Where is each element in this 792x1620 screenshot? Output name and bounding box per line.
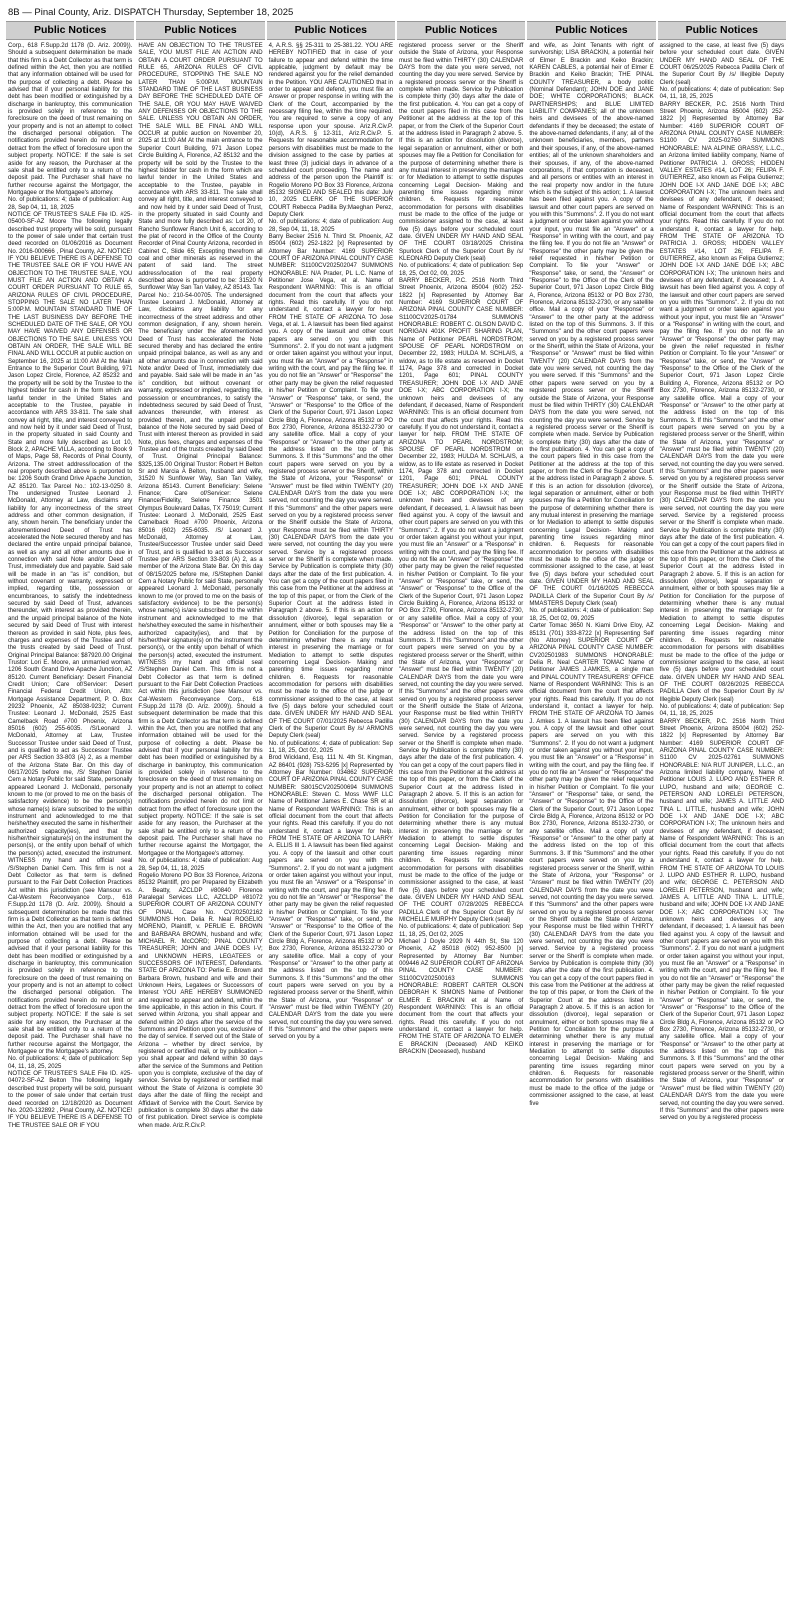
publication-line: No. of publications: 4; date of publication: Aug 28, Sep 04, 11, 18, 2025 [268, 219, 393, 233]
notice-paragraph: Barry Becker 2516 N. Third St. Phoenix, AZ 85004 (602) 252-1822 [x] Represented by Attorney Bar Number: 4169 SUPERIOR COURT OF ARIZONA PINAL COUNTY CASE NUMBER: S1100CV202502047 SUMMONS HONORABLE: N/A Prader, PL L.C. Name of Petitioner Jose Vega, et al. Name of Respondent WARNING: This is an official document from the court that affects your rights. Read this carefully. If you do not understand it, contact a lawyer for help. FROM THE STATE OF ARIZONA TO Jose Vega, et al. 1. A lawsuit has been filed against you. A copy of the lawsuit and other court papers are served on you with this "Summons". 2. If you do not want a judgment or order taken against you without your input, you must file an "Answer" or a "Response" in writing with the court, and pay the filing fee. If you do not file an "Answer" or "Response" the other party may be given the relief requested in his/her Petition or Complaint. To file your "Answer" or "Response" take, or send, the "Answer" or "Response" to the Office of the Clerk of the Superior Court, 971 Jason Lopez Circle Bldg A, Florence, Arizona 85132 or PO Box 2730, Florence, Arizona 85132-2730 or any satellite office. Mail a copy of your "Response" or "Answer" to the other party at the address listed on the top of this Summons. 3. If this "Summons" and the other court papers were served on you by a registered process server or the Sheriff, within the State of Arizona, your "Response" or "Answer" must be filed within TWENTY (20) CALENDAR DAYS from the date you were served, not counting the day you were served. If this "Summons" and the other papers were served on you by a registered process server or the Sheriff outside the State of Arizona, your Response must be filed within THIRTY (30) CALENDAR DAYS from the date you were served, not counting the day you were served. Service by a registered process server or the Sheriff is complete when made. Service by Publication is complete thirty (30) days after the date of the first publication. 4. You can get a copy of the court papers filed in this case from the Petitioner at the address at the top of this paper, or from the Clerk of the Superior Court at the address listed in Paragraph 2 above. 5. If this is an action for dissolution (divorce), legal separation or annulment, either or both spouses may file a Petition for Conciliation for the purpose of determining whether there is any mutual interest in preserving the marriage or for Mediation to attempt to settle disputes concerning Legal Decision- Making and parenting time issues regarding minor children. 6. Requests for reasonable accommodation for persons with disabilities must be made to the office of the judge or commissioner assigned to the case, at least five (5) days before your scheduled court date. GIVEN UNDER MY HAND AND SEAL OF THE COURT 07/01/2025 Rebecca Padilla Clerk of the Superior Court By /s/ ARMONS Deputy Clerk (seal) [268, 233, 393, 740]
publication-line: No. of publications: 4; date of publication: Sep 11, 18, 25, Oct 02, 2025 [398, 924, 524, 938]
notice-paragraph: Michael J Doyle 2929 N 44th St, Ste 120 Phoenix, AZ 85018 (602) 952-8500 [x] Represented by Attorney Bar Number: 009446 AZ SUPERIOR COURT OF ARIZONA PINAL COUNTY CASE NUMBER: S1100CV202500163 SUMMONS HONORABLE: ROBERT CARTER OLSON DEBORAH K SIMONS Name of Petitioner ELMER E BRACKIN et al Name of Respondent WARNING: This is an official document from the court that affects your rights. Read this carefully. If you do not understand it, contact a lawyer for help. FROM THE STATE OF ARIZONA TO ELMER E BRACKIN (Deceased) AND KEIKO BRACKIN (Deceased), husband [398, 938, 524, 1056]
notice-column-3 [267, 21, 395, 1615]
column-header: Public Notices [6, 21, 134, 40]
notice-column-4 [397, 21, 525, 1615]
column-header: Public Notices [397, 21, 525, 40]
notice-column-6 [658, 21, 786, 1615]
publication-line: No. of publications: 4; date of publication: Sep 18, 25, Oct 02, 09, 2025 [398, 263, 524, 277]
column-header: Public Notices [136, 21, 264, 40]
notice-paragraph: BARRY BECKER, P.C. 2516 North Third Street Phoenix, Arizona 85004 (602) 252-1822 [x] Represented by Attorney Bar Number: 4169 SUPERIOR COURT OF ARIZONA PINAL COUNTY CASE NUMBER: S1100CV2025-01784 SUMMONS HONORABLE: ROBERT C. OLSON DAVID C. NORIGAN 401K PROFIT SHARING PLAN, Name of Petitioner PEARL NORDSTROM; SPOUSE OF PEARL NORDSTROM on December 22, 1983; HULDA M. SCHLAIS, a widow, as to life estate as reserved in Docket 1174, Page 378 and corrected in Docket 1201, Page 601; PINAL COUNTY TREASURER; JOHN DOE I-X AND JANE DOE I-X; ABC CORPORATION I-X; the unknown heirs and devisees of any defendant, if deceased, Name of Respondent WARNING: This is an official document from the court that affects your rights. Read this carefully. If you do not understand it, contact a lawyer for help. FROM THE STATE OF ARIZONA TO PEARL NORDSTROM; SPOUSE OF PEARL NORDSTROM on December 22, 1983; HULDA M. SCHLAIS, a widow, as to life estate as reserved in Docket 1174, Page 378 and corrected in Docket 1201, Page 601; PINAL COUNTY TREASURER; JOHN DOE I-X AND JANE DOE I-X; ABC CORPORATION I-X; the unknown heirs and devisees of any defendant, if deceased, 1. A lawsuit has been filed against you. A copy of the lawsuit and other court papers are served on you with this "Summons". 2. If you do not want a judgment or order taken against you without your input, you must file an "Answer" or a "Response" in writing with the court, and pay the filing fee. If you do not file an "Answer" or "Response" the other party may be given the relief requested in his/her Petition or Complaint. To file your "Answer" or "Response" take, or send, the "Answer" or "Response" to the Office of the Clerk of the Superior Court, 971 Jason Lopez Circle Building A, Florence, Arizona 85132 or PO Box 2730, Florence, Arizona 85132-2730, or any satellite office. Mail a copy of your "Response" or "Answer" to the other party at the address listed on the top of this Summons. 3. If this "Summons" and the other court papers were served on you by a registered process server or the Sheriff, within the State of Arizona, your "Response" or "Answer" must be filed within TWENTY (20) CALENDAR DAYS from the date you were served, not counting the day you were served. If this "Summons" and the other papers were served on you by a registered process server or the Sheriff outside the State of Arizona, your Response must be filed within THIRTY (30) CALENDAR DAYS from the date you were served, not counting the day you were served. Service by a registered process server or the Sheriff is complete when made. Service by Publication is complete thirty (30) days after the date of the first publication. 4. You can get a copy of the court papers filed in this case from the Petitioner at the address at the top of this paper, or from the Clerk of the Superior Court at the address listed in Paragraph 2 above. 5. If this is an action for dissolution (divorce), legal separation or annulment, either or both spouses may file a Petition for Conciliation for the purpose of determining whether there is any mutual interest in preserving the marriage or for Mediation to attempt to settle disputes concerning Legal Decision- Making and parenting time issues regarding minor children. 6. Requests for reasonable accommodation for persons with disabilities must be made to the office of the judge or commissioner assigned to the case, at least five (5) days before your scheduled court date. GIVEN UNDER MY HAND AND SEAL OF THE COURT 07/28/2025 REBECCA PADILLA Clerk of the Superior Court By /s/ MICHELLE MURPHY Deputy Clerk (seal) [398, 278, 524, 923]
notice-columns [6, 21, 786, 1615]
column-header: Public Notices [658, 21, 786, 40]
column-body [527, 40, 655, 1615]
notice-paragraph: Corp., 618 F.Supp.2d 1178 (D. Ariz. 2009)). Should a subsequent determination be made that this firm is a Debt Collector as that term is defined within the Act, then you are notified that any information obtained will be used for the purpose of collecting a debt. Please be advised that if your personal liability for this debt has been modified or extinguished by a discharge in bankruptcy, this communication is provided solely in reference to the foreclosure on the deed of trust remaining on your property and is not an attempt to collect the discharged personal obligation. The notifications provided herein do not limit or detract from the effect of foreclosure upon the subject property. NOTICE: If the sale is set aside for any reason, the Purchaser at the sale shall be entitled only to a return of the deposit paid. The Purchaser shall have no further recourse against the Mortgagor, the Mortgagee or the Mortgagee's attorney. [8, 43, 133, 196]
publication-line: No. of publications: 4; date of publication: Aug 28, Sep 04, 11, 18, 2025 [138, 858, 263, 872]
column-body [658, 40, 786, 1615]
column-body [136, 40, 264, 1615]
column-header: Public Notices [267, 21, 395, 40]
notice-column-2 [136, 21, 264, 1615]
publication-line: No. of publications: 4; date of publication: Sep 11, 18, 25, Oct 02, 2025 [268, 740, 393, 754]
notice-paragraph: NOTICE OF TRUSTEE'S SALE File ID. #25-05400-SF-AZ Moore The following legally described trust property will be sold, pursuant to the power of sale under that certain trust deed recorded on 01/06/2016 as Document No. 2016-000666 , Pinal County, AZ. NOTICE! IF YOU BELIEVE THERE IS A DEFENSE TO THE TRUSTEE SALE OR IF YOU HAVE AN OBJECTION TO THE TRUSTEE SALE, YOU MUST FILE AN ACTION AND OBTAIN A COURT ORDER PURSUANT TO RULE 65, ARIZONA RULES OF CIVIL PROCEDURE, STOPPING THE SALE NO LATER THAN 5:00P.M. MOUNTAIN STANDARD TIME OF THE LAST BUSINESS DAY BEFORE THE SCHEDULED DATE OF THE SALE, OR YOU MAY HAVE WAIVED ANY DEFENSES OR OBJECTIONS TO THE SALE. UNLESS YOU OBTAIN AN ORDER, THE SALE WILL BE FINAL AND WILL OCCUR at public auction on September 16, 2025 at 11:00 AM At the Main Entrance to the Superior Court Building, 971 Jason Lopez Circle, Florence, AZ 85232 and the property will be sold by the Trustee to the highest bidder for cash in the form which are lawful tender in the United States and acceptable to the Trustee, payable in accordance with ARS 33-811. The sale shall convey all right, title, and interest conveyed to and now held by it under said Deed of Trust, in the property situated in said County and State and more fully described as Lot 10, Block 2, APACHE VILLA, according to Book 9 of Maps, Page 58, Records of Pinal County, Arizona. The street address/location of the real property described above is purported to be: 1206 South Grand Drive Apache Junction, AZ 85120. Tax Parcel No.: 102-13-0250 8. The undersigned Trustee Leonard J. McDonald, Attorney at Law, disclaims any liability for any incorrectness of the street address and other common designation, if any, shown herein. The beneficiary under the aforementioned Deed of Trust has accelerated the Note secured thereby and has declared the entire unpaid principal balance, as well as any and all other amounts due in connection with said Note and/or Deed of Trust, immediately due and payable. Said sale will be made in an "as is" condition, but without covenant or warranty, expressed or implied, regarding title, possession or encumbrances, to satisfy the indebtedness secured by said Deed of Trust, advances thereunder, with interest as provided therein, and the unpaid principal balance of the Note secured by said Deed of Trust with interest thereon as provided in said Note, plus fees, charges and expenses of the Trustee and of the trusts created by said Deed of Trust. Original Principal Balance: $87920.00 Original Trustor: Lori E. Moore, an unmarried woman, 1206 South Grand Drive Apache Junction, AZ 85120. Current Beneficiary: Desert Financial Credit Union; Care of/Servicer: Desert Financial Federal Credit Union, Attn: Mortgage Assistance Department, P. O. Box 29232 Phoenix, AZ 85038-9232; Current Trustee: Leonard J. McDonald, 2525 East Camelback Road #700 Phoenix, Arizona 85016 (602) 255-6035. /S/Leonard J. McDonald, Attorney at Law, Trustee Successor Trustee under said Deed of Trust, and is qualified to act as Successor Trustee per ARS Section 33-803 (A) 2, as a member of the Arizona State Bar. On this day of 06/17/2025 before me, /S/ Stephen Daniel Cem a Notary Public for said State, personally appeared Leonard J. McDonald, personally known to me (or proved to me on the basis of satisfactory evidence) to be the person(s) whose name(s) is/are subscribed to the within instrument and acknowledged to me that he/she/they executed the same in his/her/their authorized capacity(ies), and that by his/her/their signature(s) on the instrument the person(s), or the entity upon behalf of which the person(s) acted, executed the instrument. WITNESS my hand and official seal /S/Stephen Daniel Cem. This firm is not a Debt Collector as that term is defined pursuant to the Fair Debt Collection Practices Act within this jurisdiction (see Mansour vs. Cal-Western Reconveyance Corp., 618 F.Supp.2d 1178 (D. Ariz. 2009)). Should a subsequent determination be made that this firm is a Debt Collector as that term is defined within the Act, then you are notified that any information obtained will be used for the purpose of collecting a debt. Please be advised that if your personal liability for this debt has been modified or extinguished by a discharge in bankruptcy, this communication is provided solely in reference to the foreclosure on the deed of trust remaining on your property and is not an attempt to collect the discharged personal obligation. The notifications provided herein do not limit or detract from the effect of foreclosure upon the subject property. NOTICE: If the sale is set aside for any reason, the Purchaser at the sale shall be entitled only to a return of the deposit paid. The Purchaser shall have no further recourse against the Mortgagor, the Mortgagee or the Mortgagee's attorney. [8, 211, 133, 1056]
publication-line: No. of publications: 4; date of publication: Aug 28, Sep 04, 11, 18, 2025 [8, 197, 133, 211]
notice-paragraph: Brod Wickland, Esq. 111 N. 4th St. Kingman, AZ 86401 (928) 753-5295 [x] Represented by Attorney Bar Number: 034862 SUPERIOR COURT OF ARIZONA PINAL COUNTY CASE NUMBER: S8015CV202500694 SUMMONS HONORABLE: Steven C. Moss WWF LLC Name of Petitioner James E. Chase SR et al Name of Respondent WARNING: This is an official document from the court that affects your rights. Read this carefully. If you do not understand it, contact a lawyer for help. FROM THE STATE OF ARIZONA TO LARRY A. ELLIS III 1. A lawsuit has been filed against you. A copy of the lawsuit and other court papers are served on you with this "Summons". 2. If you do not want a judgment or order taken against you without your input, you must file an "Answer" or a "Response" in writing with the court, and pay the filing fee. If you do not file an "Answer" or "Response" the other party may be given the relief requested in his/her Petition or Complaint. To file your "Answer" or "Response" take, or send, the "Answer" or "Response" to the Office of the Clerk of the Superior Court, 971 Jason Lopez Circle Bldg A, Florence, Arizona 85132 or PO Box 2730, Florence, Arizona 85132-2730 or any satellite office. Mail a copy of your "Response" or "Answer" to the other party at the address listed on the top of this Summons. 3. If this "Summons" and the other court papers were served on you by a registered process server or the Sheriff, within the State of Arizona, your "Response" or "Answer" must be filed within TWENTY (20) CALENDAR DAYS from the date you were served, not counting the day you were served. If this "Summons" and the other papers were served on you by a [268, 755, 393, 1041]
column-body [267, 40, 395, 1615]
column-header: Public Notices [527, 21, 655, 40]
notice-paragraph: Carter Tomac 3650 N. Kiami Drive Eloy, AZ 85131 (701) 333-8722 [x] Representing Self (No Attorney) SUPERIOR COURT OF ARIZONA PINAL COUNTY CASE NUMBER: CV202501983 SUMMONS HONORABLE: Delia R. Neal CARTER TOMAC Name of Petitioner JAMES J.AMKES, a single man and PINAL COUNTY TREASURERS' OFFICE Name of Respondent WARNING: This is an official document from the court that affects your rights. Read this carefully. If you do not understand it, contact a lawyer for help. FROM THE STATE OF ARIZONA TO James J. Amkes 1. A lawsuit has been filed against you. A copy of the lawsuit and other court papers are served on you with this "Summons". 2. If you do not want a judgment or order taken against you without your input, you must file an "Answer" or a "Response" in writing with the court, and pay the filing fee. If you do not file an "Answer" or "Response" the other party may be given the relief requested in his/her Petition or Complaint. To file your "Answer" or "Response" take, or send, the "Answer" or "Response" to the Office of the Clerk of the Superior Court, 971 Jason Lopez Circle Bldg A, Florence, Arizona 85132 or PO Box 2730, Florence, Arizona 85132-2730, or any satellite office. Mail a copy of your "Response" or "Answer" to the other party at the address listed on the top of this Summons. 3. If this "Summons" and the other court papers were served on you by a registered process server or the Sheriff, within the State of Arizona, your "Response" or "Answer" must be filed within TWENTY (20) CALENDAR DAYS from the date you were served, not counting the day you were served. If this "Summons" and the other papers were served on you by a registered process server or the Sheriff outside the State of Arizona, your Response must be filed within THIRTY (30) CALENDAR DAYS from the date you were served, not counting the day you were served. Service by a registered process server or the Sheriff is complete when made. Service by Publication is complete thirty (30) days after the date of the first publication. 4. You can get a copy of the court papers filed in this case from the Petitioner at the address at the top of this paper, or from the Clerk of the Superior Court at the address listed in Paragraph 2 above. 5. If this is an action for dissolution (divorce), legal separation or annulment, either or both spouses may file a Petition for Conciliation for the purpose of determining whether there is any mutual interest in preserving the marriage or for Mediation to attempt to settle disputes concerning Legal Decision- Making and parenting time issues regarding minor children. 6. Requests for reasonable accommodation for persons with disabilities must be made to the office of the judge or commissioner assigned to the case, at least five [529, 623, 654, 1107]
notice-paragraph: assigned to the case, at least five (5) days before your scheduled court date. GIVEN UNDER MY HAND AND SEAL OF THE COURT 06/25/2025 Rebecca Padilla Clerk of the Superior Court By /s/ Illegible Deputy Clerk (seal) [659, 43, 784, 86]
notice-column-5 [527, 21, 655, 1615]
column-body [397, 40, 525, 1615]
publication-line: No. of publications: 4; date of publication: Sep 04, 11, 18, 25, 2025 [659, 87, 784, 101]
publication-line: No. of publications: 4; date of publication: Sep 04, 11, 18, 25, 2025 [659, 703, 784, 718]
notice-paragraph: Rogelio Moreno PO Box 33 Florence, Arizona 85132 Plaintiff, pro per Prepared by Elizabeth A. Beatty, AZCLDP #80840 Florence Paralegal Services LLC, AZCLDP #81072 SUPERIOR COURT OF ARIZONA COUNTY OF PINAL Case No. CV202502162 SUMMONS Hon. Delia R. Neal ROGELIO MORENO, Plaintiff, v. PERLIE E. BROWN and BARBARA BROWN, husband and wife; MICHAEL R. McCORD; PINAL COUNTY TREASURER; JOHN and JANE DOES I-V; and UNKNOWN HEIRS, LEGATEES or SUCCESSORS OF INTEREST, Defendants. STATE OF ARIZONA TO: Perlie E. Brown and Barbara Brown, husband and wife and their Unknown Heirs, Legatees or Successors of Interest YOU ARE HEREBY SUMMONED and required to appear and defend, within the time applicable, in this action in this Court. If served within Arizona, you shall appear and defend within 20 days after the service of the Summons and Petition upon you, exclusive of the day of service. If served out of the State of Arizona – whether by direct service, by registered or certified mail, or by publication – you shall appear and defend within 30 days after the service of the Summons and Petition upon you is complete, exclusive of the day of service. Service by registered or certified mail without the State of Arizona is complete 30 days after the date of filing the receipt and Affidavit of Service with the Court. Service by publication is complete 30 days after the date of first publication. Direct service is complete when made. Ariz.R.Civ.P. [138, 872, 263, 1129]
notice-paragraph: BARRY BECKER, P.C. 2516 North Third Street Phoenix, Arizona 85004 (602) 252-1822 [x] Represented by Attorney Bar Number: 4169 SUPERIOR COURT OF ARIZONA PINAL COUNTY CASE NUMBER: S1100 CV 2025-02761 SUMMONS HONORABLE: N/A RUT JUNIPER, L.L.C., an Arizona limited liability company, Name of Petitioner LOUIS J. LUPO AND ESTHER R. LUPO, husband and wife; GEORGE C. PETERSON AND LORELEI PETERSON, husband and wife; JAMES A. LITTLE AND TINA L. LITTLE, husband and wife; JOHN DOE I-X AND JANE DOE I-X; ABC CORPORATION I-X; The unknown heirs and devisees of any defendant, if deceased; Name of Respondent WARNING: This is an official document from the court that affects your rights. Read this carefully. If you do not understand it, contact a lawyer for help. FROM THE STATE OF ARIZONA TO LOUIS J. LUPO AND ESTHER R. LUPO, husband and wife; GEORGE C. PETERSON AND LORELEI PETERSON, husband and wife; JAMES A. LITTLE AND TINA L. LITTLE, husband and wife; JOHN DOE I-X AND JANE DOE I-X; ABC CORPORATION I-X; The unknown heirs and devisees of any defendant, if deceased; 1. A lawsuit has been filed against you. A copy of the lawsuit and other court papers are served on you with this "Summons". 2. If you do not want a judgment or order taken against you without your input, you must file an "Answer" or a "Response" in writing with the court, and pay the filing fee. If you do not file an "Answer" or "Response" the other party may be given the relief requested in his/her Petition or Complaint. To file your "Answer" or "Response" take, or send, the "Answer" or "Response" to the Office of the Clerk of the Superior Court, 971 Jason Lopez Circle Bldg A, Florence, Arizona 85132 or PO Box 2730, Florence, Arizona 85132-2730, or any satellite office. Mail a copy of your "Response" or "Answer" to the other party at the address listed on the top of this Summons. 3. If this "Summons" and the other court papers were served on you by a registered process server or the Sheriff, within the State of Arizona, your "Response" or "Answer" must be filed within TWENTY (20) CALENDAR DAYS from the date you were served, not counting the day you were served. If this "Summons" and the other papers were served on you by a registered process [659, 718, 784, 1122]
notice-paragraph: BARRY BECKER, P.C. 2516 North Third Street Phoenix, Arizona 85004 (602) 252-1822 [x] Represented by Attorney Bar Number: 4169 SUPERIOR COURT OF ARIZONA PINAL COUNTY CASE NUMBER: S1100 CV 2025-02760 SUMMONS HONORABLE: N/A ALPINE GRASSY, L.L.C., an Arizona limited liability company, Name of Petitioner PATRICIA J. GROSS; HIDDEN VALLEY ESTATES #14, LOT 26; FELIPA F. GUTIERREZ, also known as Felipa Gutierrez; JOHN DOE I-X AND JANE DOE I-X; ABC CORPORATION I-X; The unknown heirs and devisees of any defendant, if deceased; Name of Respondent WARNING: This is an official document from the court that affects your rights. Read this carefully. If you do not understand it, contact a lawyer for help. FROM THE STATE OF ARIZONA TO PATRICIA J. GROSS; HIDDEN VALLEY ESTATES #14, LOT 26; FELIPA F. GUTIERREZ, also known as Felipa Gutierrez; JOHN DOE I-X AND JANE DOE I-X; ABC CORPORATION I-X; The unknown heirs and devisees of any defendant, if deceased; 1. A lawsuit has been filed against you. A copy of the lawsuit and other court papers are served on you with this "Summons". 2. If you do not want a judgment or order taken against you without your input, you must file an "Answer" or a "Response" in writing with the court, and pay the filing fee. If you do not file an "Answer" or "Response" the other party may be given the relief requested in his/her Petition or Complaint. To file your "Answer" or "Response" take, or send, the "Answer" or "Response" to the Office of the Clerk of the Superior Court, 971 Jason Lopez Circle Building A, Florence, Arizona 85132 or PO Box 2730, Florence, Arizona 85132-2730, or any satellite office. Mail a copy of your "Response" or "Answer" to the other party at the address listed on the top of this Summons. 3. If this "Summons" and the other court papers were served on you by a registered process server or the Sheriff, within the State of Arizona, your "Response" or "Answer" must be filed within TWENTY (20) CALENDAR DAYS from the date you were served, not counting the day you were served. If this "Summons" and the other papers were served on you by a registered process server or the Sheriff outside the State of Arizona, your Response must be filed within THIRTY (30) CALENDAR DAYS from the date you were served, not counting the day you were served. Service by a registered process server or the Sheriff is complete when made. Service by Publication is complete thirty (30) days after the date of the first publication. 4. You can get a copy of the court papers filed in this case from the Petitioner at the address at the top of this paper, or from the Clerk of the Superior Court at the address listed in Paragraph 2 above. 5. If this is an action for dissolution (divorce), legal separation or annulment, either or both spouses may file a Petition for Conciliation for the purpose of determining whether there is any mutual interest in preserving the marriage or for Mediation to attempt to settle disputes concerning Legal Decision- Making and parenting time issues regarding minor children. 6. Requests for reasonable accommodation for persons with disabilities must be made to the office of the judge or commissioner assigned to the case, at least five (5) days before your scheduled court date. GIVEN UNDER MY HAND AND SEAL OF THE COURT 08/26/2025 REBECCA PADILLA Clerk of the Superior Court By /s/ Illegible Deputy Clerk (seal) [659, 101, 784, 703]
notice-paragraph: NOTICE OF TRUSTEE'S SALE File ID. #25-04072-SF-AZ Belton The following legally described trust property will be sold, pursuant to the power of sale under that certain trust deed recorded on 12/18/2020 as Document No. 2020-132892 , Pinal County, AZ. NOTICE! IF YOU BELIEVE THERE IS A DEFENSE TO THE TRUSTEE SALE OR IF YOU [8, 1071, 133, 1129]
page-masthead: 8B — Pinal County, Ariz. DISPATCH Thursday, September 18, 2025 [8, 7, 294, 18]
column-body [6, 40, 134, 1615]
notice-paragraph: HAVE AN OBJECTION TO THE TRUSTEE SALE, YOU MUST FILE AN ACTION AND OBTAIN A COURT ORDER PURSUANT TO RULE 65, ARIZONA RULES OF CIVIL PROCEDURE, STOPPING THE SALE NO LATER THAN 5:00P.M. MOUNTAIN STANDARD TIME OF THE LAST BUSINESS DAY BEFORE THE SCHEDULED DATE OF THE SALE, OR YOU MAY HAVE WAIVED ANY DEFENSES OR OBJECTIONS TO THE SALE. UNLESS YOU OBTAIN AN ORDER, THE SALE WILL BE FINAL AND WILL OCCUR at public auction on November 20, 2025 at 11:00 AM At the main entrance to the Superior Court Building, 971 Jason Lopez Circle Building A, Florence, AZ 85132 and the property will be sold by the Trustee to the highest bidder for cash in the form which are lawful tender in the United States and acceptable to the Trustee, payable in accordance with ARS 33-811. The sale shall convey all right, title, and interest conveyed to and now held by it under said Deed of Trust, in the property situated in said County and State and more fully described as: Lot 20, of Rancho Sunflower Ranch Unit 6, according to the plat of record in the Office of the County Recorder of Pinal County Arizona, recorded in Cabinet C, Slide 65; Excepting therefrom all coal and other minerals as reserved in the patent of said land. The street address/location of the real property described above is purported to be: 31520 N Sunflower Way San Tan Valley, AZ 85143. Tax Parcel No.: 210-54-00705. The undersigned Trustee Leonard J. McDonald, Attorney at Law, disclaims any liability for any incorrectness of the street address and other common designation, if any, shown herein. The beneficiary under the aforementioned Deed of Trust has accelerated the Note secured thereby and has declared the entire unpaid principal balance, as well as any and all other amounts due in connection with said Note and/or Deed of Trust, immediately due and payable. Said sale will be made in an "as is" condition, but without covenant or warranty, expressed or implied, regarding title, possession or encumbrances, to satisfy the indebtedness secured by said Deed of Trust, advances thereunder, with interest as provided therein, and the unpaid principal balance of the Note secured by said Deed of Trust with interest thereon as provided in said Note, plus fees, charges and expenses of the Trustee and of the trusts created by said Deed of Trust. Original Principal Balance: $325,135.00 Original Trustor: Robert H Belton Sr and Marcia A Belton, husband and wife, 31520 N Sunflower Way, San Tan Valley, Arizona 85143. Current Beneficiary: Selene Finance; Care of/Servicer: Selene Finance/Fidelity, Selene Finance 3501 Olympus Boulevard Dallas, TX 75019; Current Trustee: Leonard J. McDonald, 2525 East Camelback Road #700 Phoenix, Arizona 85016 (602) 255-6035. /S/ Leonard J. McDonald, Attorney at Law, Trustee/Successor Trustee under said Deed of Trust, and is qualified to act as Successor Trustee per ARS Section 33-803 (A) 2, as a member of the Arizona State Bar. On this day of 08/15/2025 before me, /S/Stephen Daniel Cem a Notary Public for said State, personally appeared Leonard J. McDonald, personally known to me (or proved to me on the basis of satisfactory evidence) to be the person(s) whose name(s) is/are subscribed to the within instrument and acknowledged to me that he/she/they executed the same in his/her/their authorized capacity(ies), and that by his/her/their signature(s) on the instrument the person(s), or the entity upon behalf of which the person(s) acted, executed the instrument. WITNESS my hand and official seal /S/Stephen Daniel Cem. This firm is not a Debt Collector as that term is defined pursuant to the Fair Debt Collection Practices Act within this jurisdiction (see Mansour vs. Cal-Western Reconveyance Corp., 618 F.Supp.2d 1178 (D. Ariz. 2009)). Should a subsequent determination be made that this firm is a Debt Collector as that term is defined within the Act, then you are notified that any information obtained will be used for the purpose of collecting a debt. Please be advised that if your personal liability for this debt has been modified or extinguished by a discharge in bankruptcy, this communication is provided solely in reference to the foreclosure on the deed of trust remaining on your property and is not an attempt to collect the discharged personal obligation. The notifications provided herein do not limit or detract from the effect of foreclosure upon the subject property. NOTICE: If the sale is set aside for any reason, the Purchaser at the sale shall be entitled only to a return of the deposit paid. The Purchaser shall have no further recourse against the Mortgagor, the Mortgagee or the Mortgagee's attorney. [138, 43, 263, 857]
publication-line: No. of publications: 4; date of publication: Sep 04, 11, 18, 25, 2025 [8, 1056, 133, 1070]
publication-line: No. of publications: 4; date of publication: Sep 18, 25, Oct 02, 09, 2025 [529, 608, 654, 622]
notice-paragraph: and wife, as Joint Tenants with right of survivorship; LISA BRACKIN, a potential heir of Elmer E Brackin and Keiko Brackin; KAREN CABLES, a potential heir of Elmer E Brackin and Keiko Brackin; THE PINAL COUNTY TREASURER, a body politic (Nominal Defendant); JOHN DOE and JANE DOE; WHITE CORPORATIONS; BLACK PARTNERSHIPS; and BLUE LIMITED LIABILITY COMPANIES; all of the unknown heirs and devisees of the above-named defendants if they be deceased; the estate of the above-named defendants, if any; all of the unknown beneficiaries, members, partners and their spouses, if any, of the above-named entities; all of the unknown shareholders and their spouses, if any, of the above-named corporations, if that corporation is deceased, and all persons or entities with an interest in the real property now and/or in the future which is the subject of this action; 1. A lawsuit has been filed against you. A copy of the lawsuit and other court papers are served on you with this "Summons". 2. If you do not want a judgment or order taken against you without your input, you must file an "Answer" or a "Response" in writing with the court, and pay the filing fee. If you do not file an "Answer" or "Response" the other party may be given the relief requested in his/her Petition or Complaint. To file your "Answer" or "Response" take, or send, the "Answer" or "Response" to the Office of the Clerk of the Superior Court, 971 Jason Lopez Circle Bldg A, Florence, Arizona 85132 or PO Box 2730, Florence, Arizona 85132-2730, or any satellite office. Mail a copy of your "Response" or "Answer" to the other party at the address listed on the top of this Summons. 3. If this "Summons" and the other court papers were served on you by a registered process server or the Sheriff, within the State of Arizona, your "Response" or "Answer" must be filed within TWENTY (20) CALENDAR DAYS from the date you were served, not counting the day you were served. If this "Summons" and the other papers were served on you by a registered process server or the Sheriff outside the State of Arizona, your Response must be filed within THIRTY (30) CALENDAR DAYS from the date you were served, not counting the day you were served. Service by a registered process server or the Sheriff is complete when made. Service by Publication is complete thirty (30) days after the date of the first publication. 4. You can get a copy of the court papers filed in this case from the Petitioner at the address at the top of this paper, or from the Clerk of the Superior Court at the address listed in Paragraph 2 above. 5. If this is an action for dissolution (divorce), legal separation or annulment, either or both spouses may file a Petition for Conciliation for the purpose of determining whether there is any mutual interest in preserving the marriage or for Mediation to attempt to settle disputes concerning Legal Decision- Making and parenting time issues regarding minor children. 6. Requests for reasonable accommodation for persons with disabilities must be made to the office of the judge or commissioner assigned to the case, at least five (5) days before your scheduled court date. GIVEN UNDER MY HAND AND SEAL OF THE COURT 01/16/2025 REBECCA PADILLA Clerk of the Superior Court By /s/ MMASTERS Deputy Clerk (seal) [529, 43, 654, 608]
notice-paragraph: registered process server or the Sheriff outside the State of Arizona, your Response must be filed within THIRTY (30) CALENDAR DAYS from the date you were served, not counting the day you were served. Service by a registered process server or the Sheriff is complete when made. Service by Publication is complete thirty (30) days after the date of the first publication. 4. You can get a copy of the court papers filed in this case from the Petitioner at the address at the top of this paper, or from the Clerk of the Superior Court at the address listed in Paragraph 2 above. 5. If this is an action for dissolution (divorce), legal separation or annulment, either or both spouses may file a Petition for Conciliation for the purpose of determining whether there is any mutual interest in preserving the marriage or for Mediation to attempt to settle disputes concerning Legal Decision- Making and parenting time issues regarding minor children. 6. Requests for reasonable accommodation for persons with disabilities must be made to the office of the judge or commissioner assigned to the case, at least five (5) days before your scheduled court date. GIVEN UNDER MY HAND AND SEAL OF THE COURT 03/18/2025 Christina Spurlock Clerk of the Superior Court By /s/ KLEONARD Deputy Clerk (seal) [398, 43, 524, 262]
notice-paragraph: 4, A.R.S. §§ 25-311 to 25-381.22. YOU ARE HEREBY NOTIFIED that in case of your failure to appear and defend within the time applicable, judgment by default may be rendered against you for the relief demanded in the Petition. YOU ARE CAUTIONED that in order to appear and defend, you must file an Answer or proper response in writing with the Clerk of the Court, accompanied by the necessary filing fee, within the time required. You are required to serve a copy of any response upon your spouse. Ariz.R.Civ.P. 10(d), A.R.S. § 12-311, Ariz.R.Civ.P. 5. Requests for reasonable accommodation for persons with disabilities must be made to the division assigned to the case by parties at least three (3) judicial days in advance of a scheduled court proceeding. The name and address of the person upon the Plaintiff is: Rogelio Moreno PO Box 33 Florence, Arizona 85132 SIGNED AND SEALED this date: July 10, 2025 CLERK OF THE SUPERIOR COURT Rebecca Padilla By:Maeghan Perez, Deputy Clerk [268, 43, 393, 218]
notice-column-1 [6, 21, 134, 1615]
